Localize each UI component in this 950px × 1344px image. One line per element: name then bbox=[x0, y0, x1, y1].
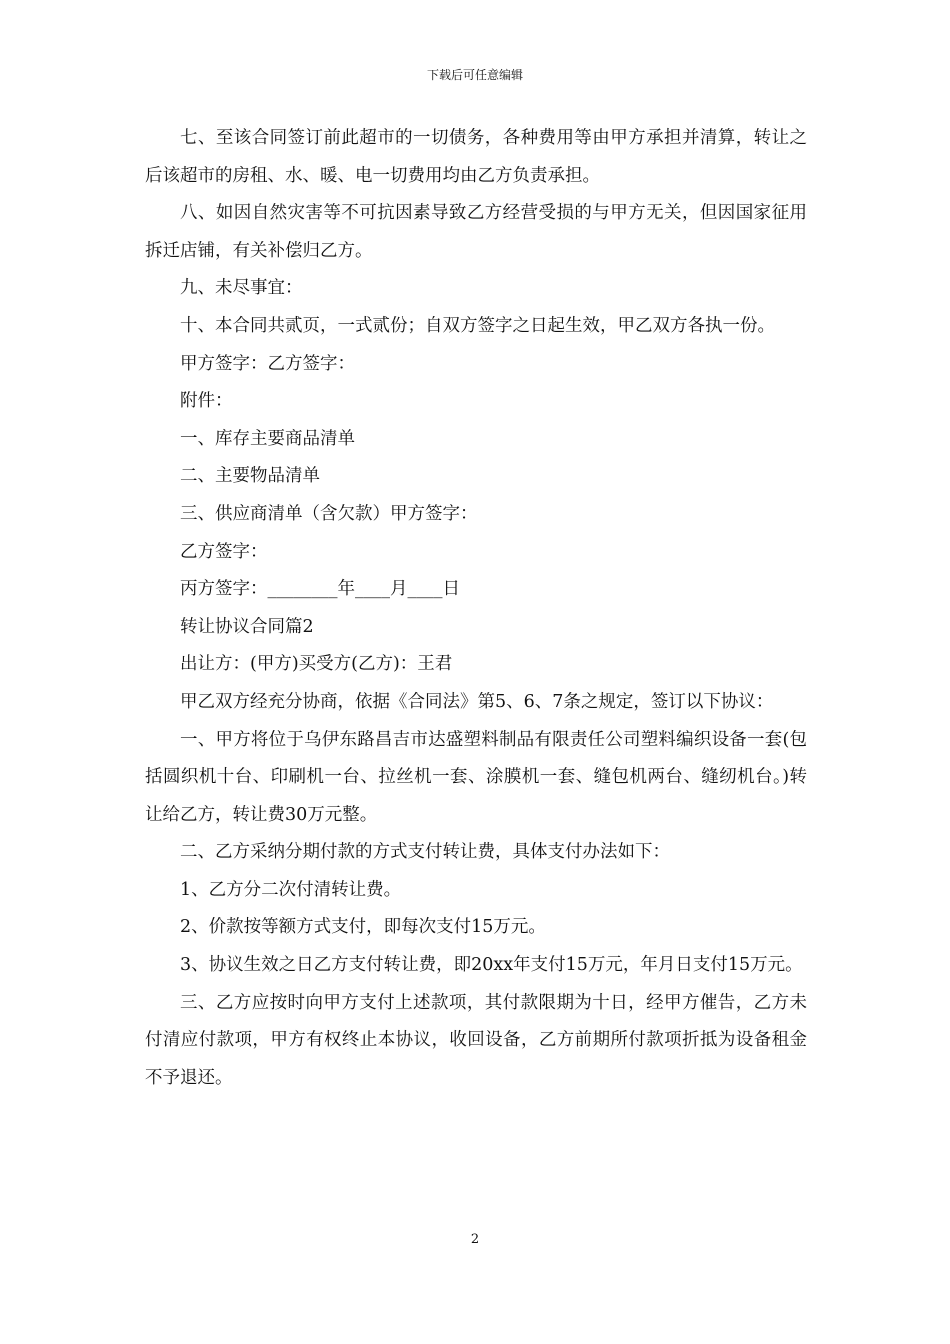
clause-eight: 八、如因自然灾害等不可抗因素导致乙方经营受损的与甲方无关，但因国家征用拆迁店铺，有关补偿归乙方。 bbox=[145, 203, 807, 261]
signature-line-parties: 甲方签字：乙方签字： bbox=[180, 353, 355, 374]
clause-seven: 七、至该合同签订前此超市的一切债务，各种费用等由甲方承担并清算，转让之后该超市的房租、水、暖、电一切费用均由乙方负责承担。 bbox=[145, 128, 807, 186]
parties-line: 出让方：(甲方)买受方(乙方)：王君 bbox=[180, 654, 453, 675]
payment-item-2: 2、价款按等额方式支付，即每次支付15万元。 bbox=[180, 917, 546, 938]
attachment-item-1: 一、库存主要商品清单 bbox=[180, 428, 355, 449]
article-three: 三、乙方应按时向甲方支付上述款项，其付款限期为十日，经甲方催告，乙方未付清应付款项，甲方有权终止本协议，收回设备，乙方前期所付款项折抵为设备租金不予退还。 bbox=[145, 992, 807, 1088]
payment-item-3: 3、协议生效之日乙方支付转让费，即20xx年支付15万元，年月日支付15万元。 bbox=[180, 955, 803, 976]
clause-ten: 十、本合同共贰页，一式贰份；自双方签字之日起生效，甲乙双方各执一份。 bbox=[180, 315, 775, 336]
attachments-heading: 附件： bbox=[180, 391, 233, 412]
signature-line-party-b: 乙方签字： bbox=[180, 541, 268, 562]
payment-item-1: 1、乙方分二次付清转让费。 bbox=[180, 879, 402, 900]
article-two: 二、乙方采纳分期付款的方式支付转让费，具体支付办法如下： bbox=[180, 842, 670, 863]
attachment-item-2: 二、主要物品清单 bbox=[180, 466, 320, 487]
section-title: 转让协议合同篇2 bbox=[180, 616, 314, 637]
signature-line-party-c: 丙方签字：________年____月____日 bbox=[180, 579, 460, 600]
page-number: 2 bbox=[470, 1232, 480, 1247]
preamble: 甲乙双方经充分协商，依据《合同法》第5、6、7条之规定，签订以下协议： bbox=[180, 691, 774, 712]
attachment-item-3: 三、供应商清单（含欠款）甲方签字： bbox=[180, 503, 478, 524]
clause-nine: 九、未尽事宜： bbox=[180, 278, 303, 299]
article-one: 一、甲方将位于乌伊东路昌吉市达盛塑料制品有限责任公司塑料编织设备一套(包括圆织机十台、印刷机一台、拉丝机一套、涂膜机一套、缝包机两台、缝纫机台。)转让给乙方，转让费30万元整。 bbox=[145, 729, 807, 825]
page-header: 下载后可任意编辑 bbox=[426, 68, 523, 82]
document-body bbox=[145, 120, 807, 1097]
